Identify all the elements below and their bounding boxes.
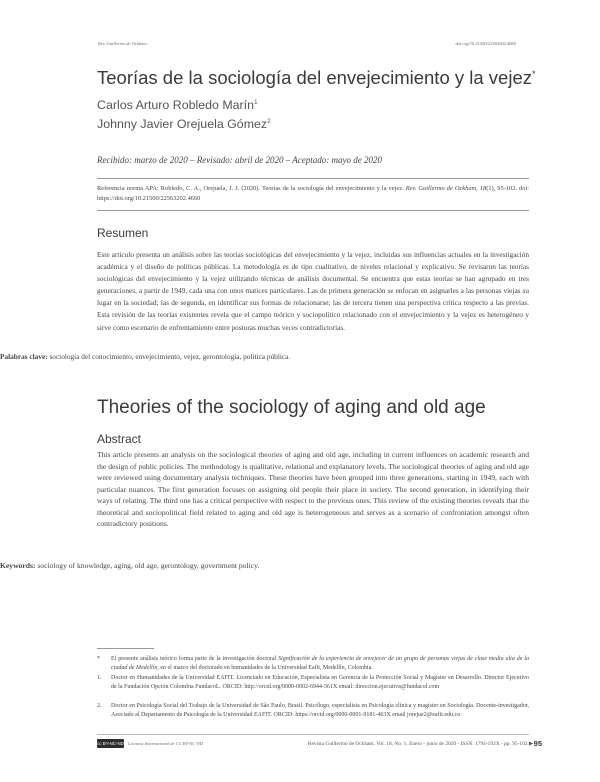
- footnote-pre: El presente análisis teórico forma parte de la investigación doctoral: [111, 656, 277, 662]
- footer-divider: [97, 734, 529, 735]
- footnote-mark: 1.: [97, 675, 102, 681]
- footnote-italic: Significación de la experiencia de envejecer de un grupo de personas viejas de clase media alta de la ciudad de Medellín,: [111, 656, 529, 672]
- author-2-name: Johnny Javier Orejuela Gómez: [97, 117, 268, 131]
- footnote-text: Doctor en Psicología Social del Trabajo de la Universidad de São Paulo, Brasil. Psicólogo, especialista en Psicología clínica y magíster en Sociología. Docente-investigador, Asociado al Departamento de Psicología de la Universidad EAFIT. ORCID: https://orcid.org/0000-0001-9181-463X email jorejue2@eafit.edu.co: [111, 703, 529, 719]
- journal-footer: Revista Guillermo de Ockham. Vol. 18, No. 1. Enero - junio de 2020 - ISSN: 1794-192X - pp. 95-102 ▶: [307, 741, 533, 747]
- footnote-text: Doctor en Humanidades de la Universidad EAFIT. Licenciado en Educación, Especialista en Gerencia de la Protección Social y Magíster en Desarrollo. Director Ejecutivo de la Fundación Opción Colombia FundacoL. ORCID: http://orcid.org/0000-0002-6944-561X email: direccion.ejecutiva@fundacol.com: [111, 675, 529, 691]
- abstract-heading: Abstract: [97, 432, 142, 446]
- footnote-title: [97, 655, 529, 674]
- footnote-mark: 2.: [97, 703, 102, 709]
- reference-pre: Referencia norma APA: Robledo, C. A., Orejuela, J. J. (2020). Teorías de la sociología del envejecimiento y la vejez.: [97, 185, 404, 192]
- author-1-mark[interactable]: 1: [254, 98, 258, 106]
- running-header-left: Rev. Guillermo de Ockham.: [98, 41, 148, 46]
- palabras-clave-text: sociología del conocimiento, envejecimiento, vejez, gerontología, política pública.: [49, 352, 291, 361]
- palabras-clave-label: Palabras clave:: [0, 352, 48, 361]
- resumen-text: Este artículo presenta un análisis sobre las teorías sociológicas del envejecimiento y la vejez, incluidas sus influencias actuales en la investigación académica y el diseño de políticas públicas. La metodología es de tipo cualitativo, de niveles relacional y explicativo. Se revisaron las teorías sociológicas del envejecimiento y la vejez utilizando técnicas de análisis documental. Se encuentra que estas teorías se han agrupado en tres generaciones, a partir de 1949, cada una con unos matices particulares. Las de primera generación se enfocan en asignarles a las personas viejas su lugar en la sociedad; las de segunda, en identificar sus formas de relacionarse; las de tercera tienen una perspectiva crítica respecto a las previas. Esta revisión de las teorías existentes revela que el campo teórico y sociopolítico relacionado con el envejecimiento y la vejez es heterogéneo y sirve como escenario de enfrentamiento entre posturas muchas veces contradictorias.: [97, 250, 529, 332]
- abstract-text: This article presents an analysis on the sociological theories of aging and old age, including in current influences on academic research and the design of public policies. The methodology is qualitative, relational and explanatory levels. The sociological theories of aging and old age were reviewed using documentary analysis techniques. These theories have been grouped into three generations, starting in 1949, each with particular nuances. The first generation focuses on assigning old people their place in society. The second generation, in identifying their ways of relating. The third one has a critical perspective with respect to the previous ones. This review of the existing theories reveals that the theoretical and sociopolitical field related to aging and old age is heterogeneous and serves as a scenario of confrontation amongst often contradictory positions.: [97, 450, 529, 528]
- divider-bottom: [97, 210, 529, 211]
- author-1: [97, 98, 258, 112]
- footnote-author-2: [97, 702, 529, 721]
- article-title-spanish: [97, 67, 536, 89]
- keywords-label: Keywords:: [0, 561, 36, 570]
- author-1-name: Carlos Arturo Robledo Marín: [97, 98, 255, 112]
- resumen-heading: Resumen: [97, 226, 149, 240]
- apa-reference: [97, 184, 529, 204]
- divider-top: [97, 178, 529, 179]
- cc-license-badge[interactable]: cc BY-NC-ND: [97, 741, 124, 746]
- page-number: 95: [533, 739, 542, 748]
- running-header-doi[interactable]: doi.org/10.21500/22563202.4660: [455, 41, 516, 46]
- cc-license-text: Licencia Internacional de CC BY-NC-ND: [128, 741, 203, 746]
- footnote-divider: [97, 648, 154, 649]
- keywords: [0, 561, 259, 570]
- footnote-author-1: [97, 674, 529, 693]
- title-es-text: Teorías de la sociología del envejecimiento y la vejez: [97, 67, 532, 88]
- title-footnote-mark[interactable]: *: [532, 68, 536, 79]
- reference-journal: Rev. Guillermo de Ockham,: [405, 185, 478, 192]
- reference-volume: 18: [479, 185, 487, 192]
- keywords-text: sociology of knowledge, aging, old age, gerontology, government policy.: [37, 561, 260, 570]
- reference-post: (1), 95-102. doi: https://doi.org/10.21500/22563202.4660: [97, 185, 529, 202]
- author-2: [97, 117, 271, 131]
- author-2-mark[interactable]: 2: [267, 117, 271, 125]
- footnote-text: [111, 655, 529, 674]
- article-title-english: Theories of the sociology of aging and old age: [97, 397, 486, 418]
- palabras-clave: [0, 352, 290, 361]
- publication-dates: Recibido: marzo de 2020 – Revisado: abril de 2020 – Aceptado: mayo de 2020: [97, 155, 383, 165]
- footnote-mark: *: [97, 656, 100, 662]
- footnote-post: en el marco del doctorado en humanidades de la Universidad Eafit, Medellín, Colombia.: [160, 665, 373, 672]
